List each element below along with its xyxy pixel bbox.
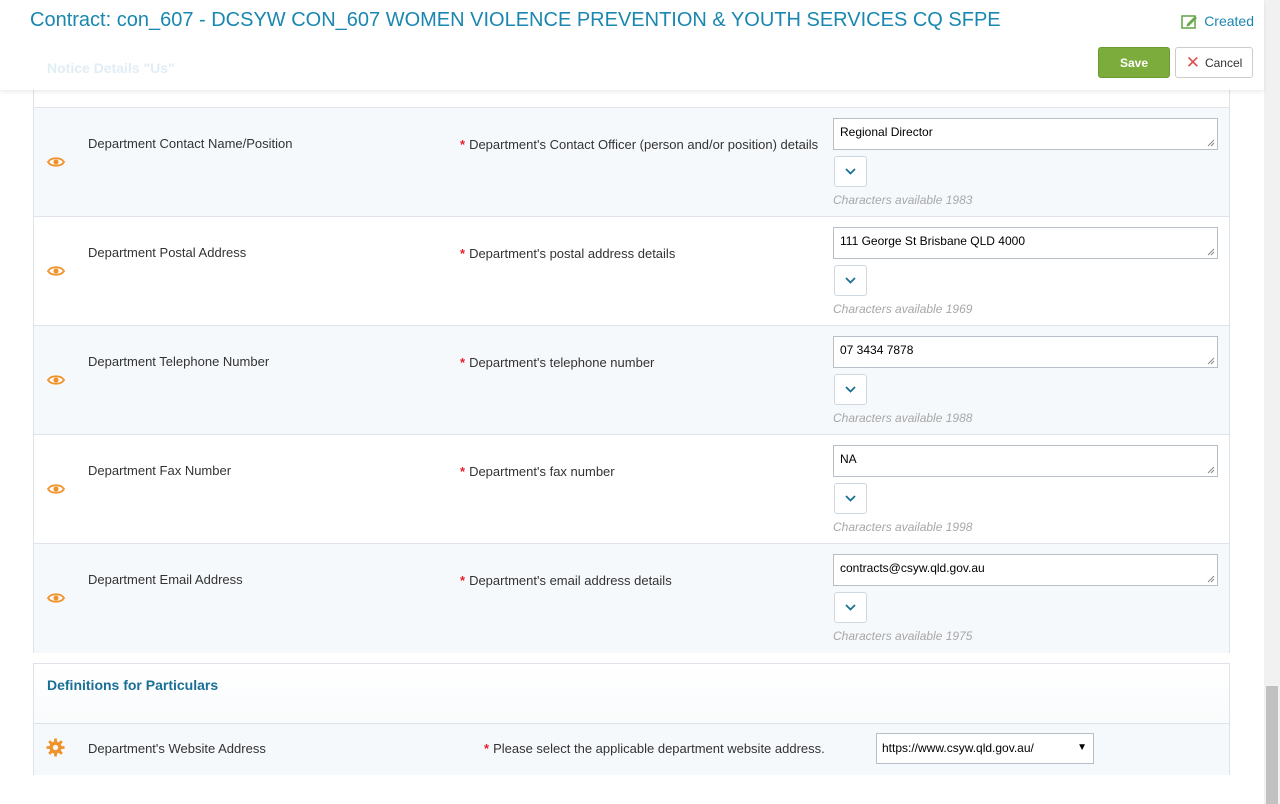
cancel-button[interactable] <box>1175 47 1253 78</box>
eye-icon[interactable] <box>47 374 65 386</box>
page-title: Contract: con_607 - DCSYW CON_607 WOMEN VIOLENCE PREVENTION & YOUTH SERVICES CQ SFPE <box>30 9 1001 31</box>
expand-button[interactable] <box>834 592 867 623</box>
definitions-panel <box>33 663 1230 775</box>
field-textarea[interactable] <box>833 118 1218 150</box>
field-value: NA <box>840 452 857 466</box>
field-value: contracts@csyw.qld.gov.au <box>840 561 985 575</box>
page-scrollbar[interactable] <box>1264 0 1280 804</box>
field-description <box>460 463 820 481</box>
resize-grip-icon[interactable] <box>1207 357 1215 365</box>
page-header <box>0 0 1264 90</box>
scrollbar-thumb[interactable] <box>1266 686 1278 804</box>
required-marker: * <box>460 137 466 152</box>
field-label: Department Contact Name/Position <box>88 136 293 151</box>
field-description-text: Department's fax number <box>469 464 615 479</box>
field-row <box>34 724 1229 775</box>
eye-icon[interactable] <box>47 265 65 277</box>
eye-icon[interactable] <box>47 156 65 168</box>
required-marker: * <box>460 355 466 370</box>
field-label: Department Telephone Number <box>88 354 270 369</box>
field-description-text: Department's postal address details <box>469 246 676 261</box>
dropdown-arrow-icon: ▼ <box>1077 742 1087 753</box>
field-value: 07 3434 7878 <box>840 343 914 357</box>
field-row <box>34 217 1229 326</box>
chevron-down-icon <box>845 168 856 175</box>
chevron-down-icon <box>845 386 856 393</box>
website-select[interactable] <box>876 733 1094 764</box>
chevron-down-icon <box>845 495 856 502</box>
characters-available: Characters available 1983 <box>833 193 973 207</box>
field-label: Department Postal Address <box>88 245 247 260</box>
notice-details-panel <box>33 60 1230 653</box>
save-button[interactable]: Save <box>1098 47 1170 78</box>
status-indicator <box>1181 13 1254 29</box>
chevron-down-icon <box>845 604 856 611</box>
field-label: Department Fax Number <box>88 463 232 478</box>
field-textarea[interactable] <box>833 554 1218 586</box>
field-value: Regional Director <box>840 125 933 139</box>
required-marker: * <box>460 246 466 261</box>
field-row <box>34 435 1229 544</box>
field-description-text: Department's telephone number <box>469 355 655 370</box>
resize-grip-icon[interactable] <box>1207 248 1215 256</box>
notice-details-heading: Notice Details "Us" <box>47 60 175 76</box>
field-label: Department's Website Address <box>88 741 266 756</box>
field-value: 111 George St Brisbane QLD 4000 <box>840 234 1026 248</box>
edit-square-icon <box>1181 14 1198 29</box>
field-description <box>460 572 820 590</box>
required-marker: * <box>484 741 490 756</box>
field-description <box>460 354 820 372</box>
field-description <box>460 245 820 263</box>
expand-button[interactable] <box>834 374 867 405</box>
expand-button[interactable] <box>834 483 867 514</box>
resize-grip-icon[interactable] <box>1207 139 1215 147</box>
field-description-text: Please select the applicable department website address. <box>493 741 825 756</box>
definitions-header <box>34 664 1229 724</box>
field-row <box>34 326 1229 435</box>
characters-available: Characters available 1969 <box>833 302 973 316</box>
gear-icon[interactable] <box>46 738 65 757</box>
field-description <box>484 741 825 756</box>
status-text: Created <box>1204 13 1254 29</box>
field-row <box>34 544 1229 653</box>
characters-available: Characters available 1975 <box>833 629 973 643</box>
expand-button[interactable] <box>834 156 867 187</box>
section-title: Definitions for Particulars <box>47 677 219 693</box>
characters-available: Characters available 1988 <box>833 411 973 425</box>
characters-available: Characters available 1998 <box>833 520 973 534</box>
resize-grip-icon[interactable] <box>1207 575 1215 583</box>
chevron-down-icon <box>845 277 856 284</box>
field-description <box>460 136 820 154</box>
expand-button[interactable] <box>834 265 867 296</box>
required-marker: * <box>460 464 466 479</box>
cancel-label: Cancel <box>1204 55 1243 70</box>
eye-icon[interactable] <box>47 483 65 495</box>
resize-grip-icon[interactable] <box>1207 466 1215 474</box>
field-label: Department Email Address <box>88 572 243 587</box>
required-marker: * <box>460 573 466 588</box>
eye-icon[interactable] <box>47 592 65 604</box>
field-textarea[interactable] <box>833 227 1218 259</box>
select-value: https://www.csyw.qld.gov.au/ <box>882 741 1034 755</box>
field-row <box>34 108 1229 217</box>
field-description-text: Department's email address details <box>469 573 672 588</box>
field-textarea[interactable] <box>833 336 1218 368</box>
field-textarea[interactable] <box>833 445 1218 477</box>
field-description-text: Department's Contact Officer (person and/or position) details <box>469 137 819 152</box>
close-icon: ✕ <box>1185 53 1200 72</box>
